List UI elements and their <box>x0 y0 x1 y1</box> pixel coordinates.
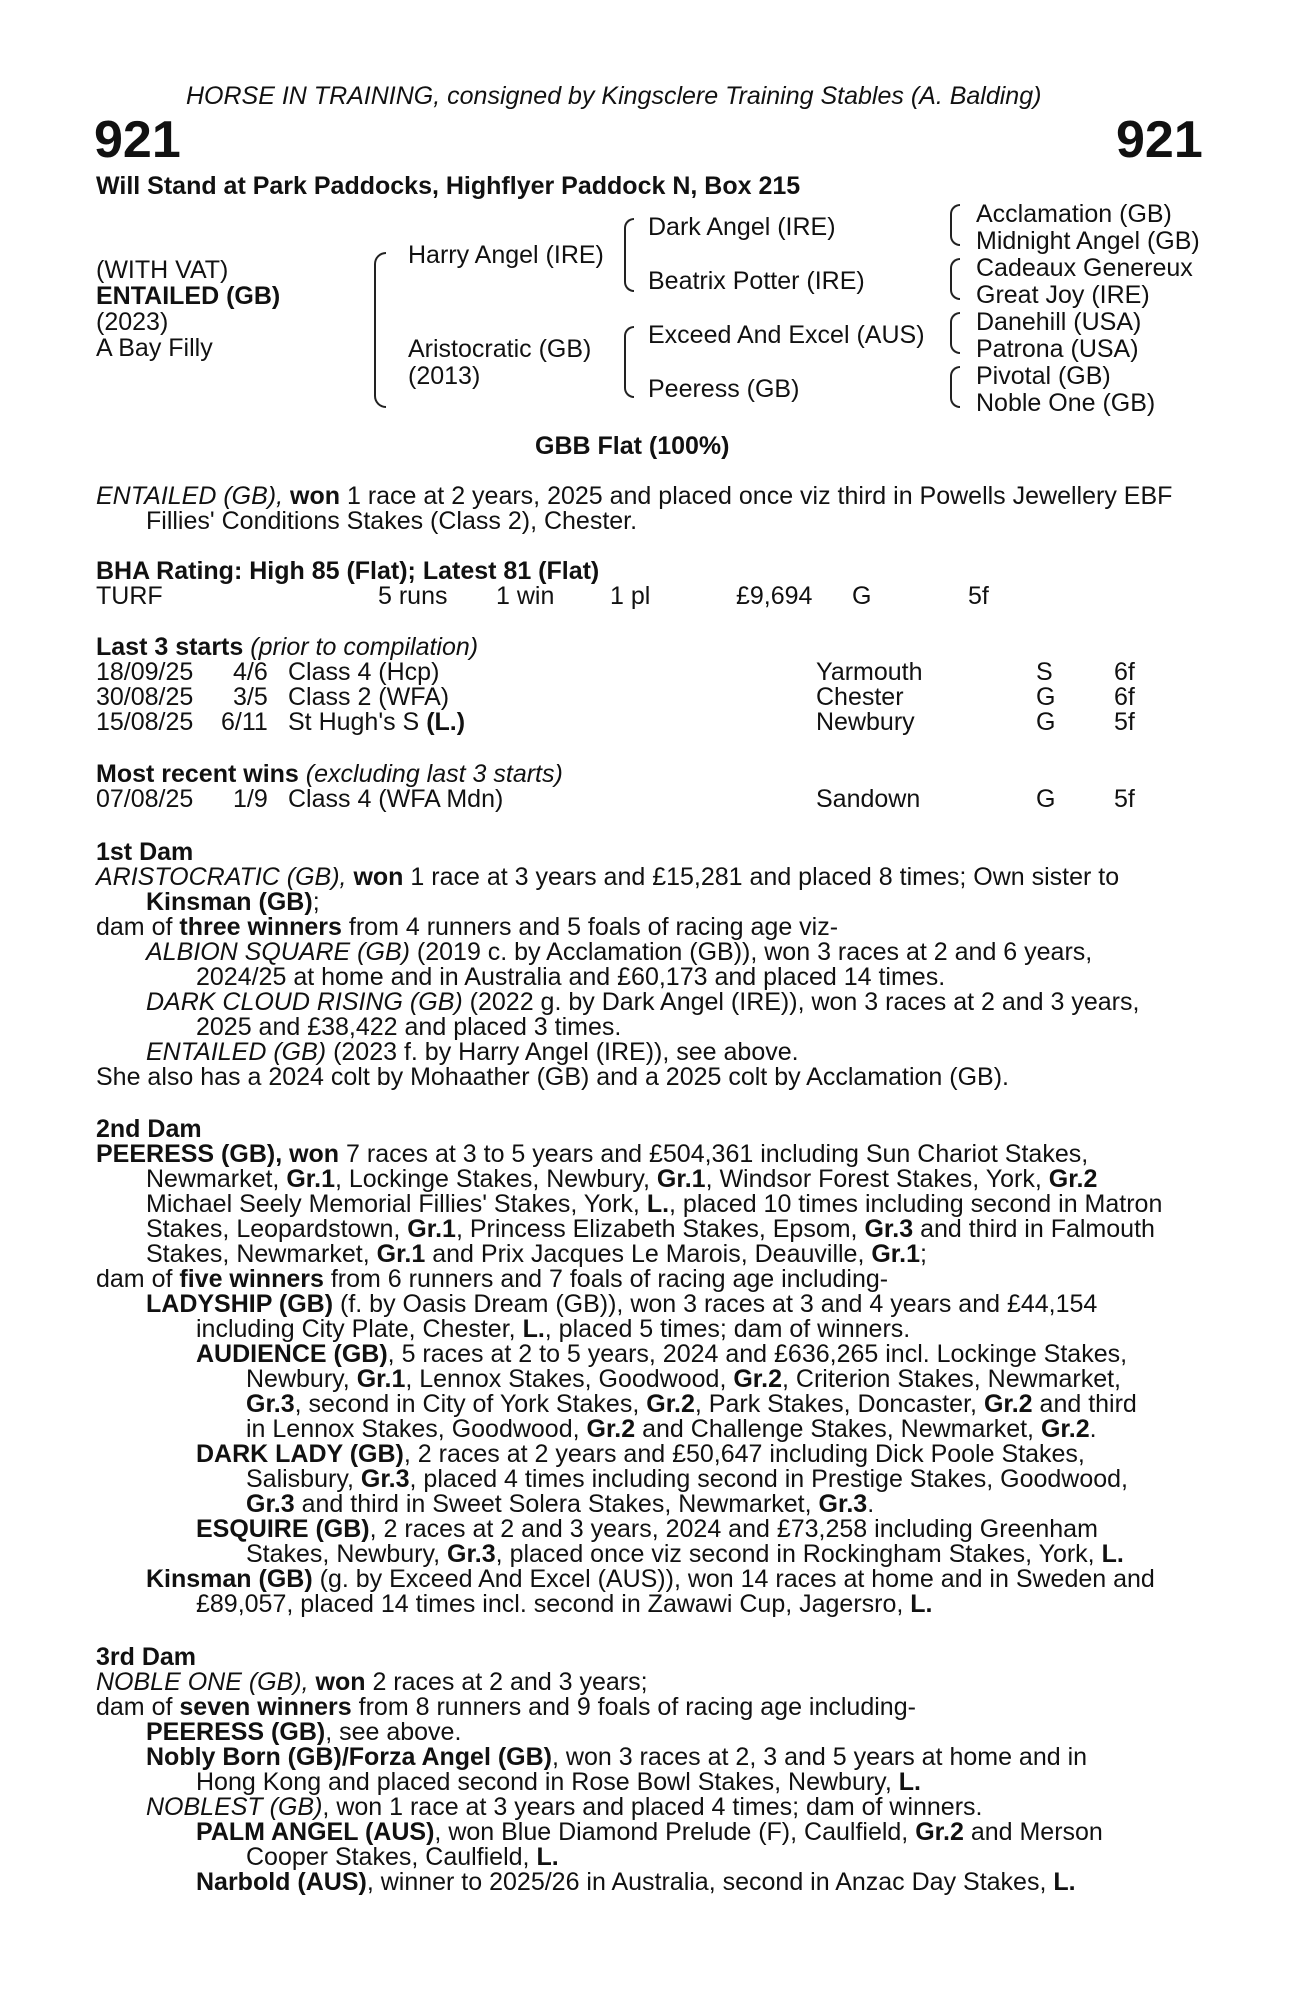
grade: Gr.3 <box>246 1490 295 1518</box>
horse-description: A Bay Filly <box>96 334 213 362</box>
bha-rating-heading: BHA Rating: High 85 (Flat); Latest 81 (Flat) <box>96 557 600 585</box>
winners-count: seven winners <box>179 1693 352 1721</box>
offspring-text: (2022 g. by Dark Angel (IRE)), won 3 races at 2 and 3 years, <box>469 988 1140 1016</box>
text: Newbury, <box>246 1365 350 1393</box>
offspring-line <box>146 1745 1087 1770</box>
last3-title: Last 3 starts <box>96 633 244 661</box>
start-race: Class 4 (Hcp) <box>288 658 440 686</box>
pedigree-g5: Danehill (USA) <box>976 308 1142 336</box>
start-race: St Hugh's S <box>288 708 420 736</box>
summary-text1: 1 race at 2 years, 2025 and placed once viz third in Powells Jewellery EBF <box>346 482 1173 510</box>
pedigree-brace-dam <box>624 326 634 398</box>
second-dam-line4 <box>146 1217 1155 1242</box>
rating-wins: 1 win <box>496 582 555 610</box>
grade: Gr.3 <box>864 1215 914 1243</box>
text: and third in Sweet Solera Stakes, Newmarket, <box>301 1490 812 1518</box>
first-dam-name: ARISTOCRATIC (GB), <box>96 863 347 891</box>
text: , second in City of York Stakes, <box>294 1390 640 1418</box>
start-date: 15/08/25 <box>96 708 194 736</box>
offspring-line <box>146 1292 1097 1317</box>
third-dam-name: NOBLE ONE (GB), <box>96 1668 309 1696</box>
rating-runs: 5 runs <box>378 582 448 610</box>
grand-offspring-cont <box>246 1392 1137 1417</box>
grade: Gr.1 <box>871 1240 921 1268</box>
pedigree-g3: Cadeaux Genereux <box>976 254 1193 282</box>
offspring-line-cont <box>196 1770 921 1795</box>
grade: Gr.2 <box>983 1390 1033 1418</box>
pedigree-g7: Pivotal (GB) <box>976 362 1111 390</box>
text: . <box>1089 1415 1097 1443</box>
punctuation: ; <box>312 888 320 916</box>
race-summary-line1 <box>96 484 1172 509</box>
text: , placed 5 times; dam of winners. <box>544 1315 911 1343</box>
produce-text: from 6 runners and 7 foals of racing age including- <box>330 1265 889 1293</box>
first-dam-also: She also has a 2024 colt by Mohaather (GB) and a 2025 colt by Acclamation (GB). <box>96 1063 1010 1091</box>
grade: L. <box>1053 1868 1076 1896</box>
offspring-line <box>146 990 1139 1015</box>
grand-offspring-cont <box>246 1845 559 1870</box>
start-course: Yarmouth <box>816 658 923 686</box>
offspring-line <box>146 1795 982 1820</box>
first-dam-line1 <box>96 865 1119 890</box>
offspring-name: ESQUIRE (GB) <box>196 1515 370 1543</box>
pedigree-dam: Aristocratic (GB) <box>408 335 592 363</box>
offspring-line-cont: 2024/25 at home and in Australia and £60,173 and placed 14 times. <box>196 963 946 991</box>
summary-won: won <box>290 482 341 510</box>
foaling-year: (2023) <box>96 308 169 336</box>
text: , placed once viz second in Rockingham Stakes, York, <box>495 1540 1095 1568</box>
win-date: 07/08/25 <box>96 785 194 813</box>
recent-wins-note: (excluding last 3 starts) <box>305 760 563 788</box>
grade: Gr.3 <box>246 1390 295 1418</box>
first-dam-heading: 1st Dam <box>96 838 194 866</box>
pedigree-brace-g1 <box>950 204 960 246</box>
grade: Gr.1 <box>376 1240 426 1268</box>
grand-offspring-line <box>196 1820 1103 1845</box>
win-course: Sandown <box>816 785 921 813</box>
text: Salisbury, <box>246 1465 354 1493</box>
offspring-line <box>146 1040 799 1065</box>
start-position: 4/6 <box>233 658 268 686</box>
pedigree-dam-year: (2013) <box>408 362 481 390</box>
offspring-name: Nobly Born (GB)/Forza Angel (GB) <box>146 1743 552 1771</box>
grand-offspring-line <box>196 1517 1098 1542</box>
pedigree-dam-dam: Peeress (GB) <box>648 375 800 403</box>
offspring-name: Kinsman (GB) <box>146 1565 313 1593</box>
win-distance: 5f <box>1114 785 1135 813</box>
start-race: Class 2 (WFA) <box>288 683 450 711</box>
summary-name: ENTAILED (GB), <box>96 482 284 510</box>
text: Newmarket, <box>146 1165 280 1193</box>
record-text: 7 races at 3 to 5 years and £504,361 including Sun Chariot Stakes, <box>346 1140 1089 1168</box>
offspring-line <box>146 940 1092 965</box>
pedigree-sire-dam: Beatrix Potter (IRE) <box>648 267 865 295</box>
rating-placed: 1 pl <box>610 582 651 610</box>
text: and Prix Jacques Le Marois, Deauville, <box>432 1240 865 1268</box>
pedigree-sire: Harry Angel (IRE) <box>408 241 604 269</box>
grade: L. <box>1101 1540 1124 1568</box>
horse-name: ENTAILED (GB) <box>96 282 281 310</box>
start-going: G <box>1036 708 1056 736</box>
text: , Windsor Forest Stakes, York, <box>705 1165 1042 1193</box>
grade: Gr.2 <box>733 1365 783 1393</box>
recent-wins-title: Most recent wins <box>96 760 299 788</box>
second-dam-line5 <box>146 1242 927 1267</box>
win-going: G <box>1036 785 1056 813</box>
dam-of-label: dam of <box>96 1693 173 1721</box>
text: Stakes, Leopardstown, <box>146 1215 401 1243</box>
recent-wins-heading <box>96 762 563 787</box>
text: , Park Stakes, Doncaster, <box>694 1390 977 1418</box>
offspring-text: (2019 c. by Acclamation (GB)), won 3 races at 2 and 6 years, <box>416 938 1093 966</box>
text: and Merson <box>970 1818 1103 1846</box>
stabling-location: Will Stand at Park Paddocks, Highflyer Paddock N, Box 215 <box>96 172 801 200</box>
text: Michael Seely Memorial Fillies' Stakes, York, <box>146 1190 640 1218</box>
second-dam-line2 <box>146 1167 1097 1192</box>
start-date: 18/09/25 <box>96 658 194 686</box>
grade: L. <box>536 1843 559 1871</box>
rating-going: G <box>852 582 872 610</box>
text: , placed 10 times including second in Matron <box>669 1190 1163 1218</box>
start-going: S <box>1036 658 1053 686</box>
grand-offspring-cont <box>246 1542 1124 1567</box>
pedigree-g4: Great Joy (IRE) <box>976 281 1150 309</box>
grade: L. <box>522 1315 545 1343</box>
offspring-text: (g. by Exceed And Excel (AUS)), won 14 races at home and in Sweden and <box>319 1565 1155 1593</box>
offspring-name: NOBLEST (GB) <box>146 1793 323 1821</box>
text: and third <box>1039 1390 1137 1418</box>
start-position: 3/5 <box>233 683 268 711</box>
start-position: 6/11 <box>221 708 268 736</box>
pedigree-g8: Noble One (GB) <box>976 389 1156 417</box>
grand-offspring-cont <box>246 1367 1121 1392</box>
text: including City Plate, Chester, <box>196 1315 516 1343</box>
offspring-name: DARK LADY (GB) <box>196 1440 404 1468</box>
pedigree-brace-g3 <box>950 312 960 354</box>
race-summary-line2: Fillies' Conditions Stakes (Class 2), Chester. <box>146 507 638 535</box>
text: , Criterion Stakes, Newmarket, <box>782 1365 1122 1393</box>
consignment-line: HORSE IN TRAINING, consigned by Kingsclere Training Stables (A. Balding) <box>186 82 1042 110</box>
start-race-cell <box>288 710 465 735</box>
text: £89,057, placed 14 times incl. second in Zawawi Cup, Jagersro, <box>196 1590 904 1618</box>
listed-marker: (L.) <box>426 708 466 736</box>
grade: Gr.2 <box>586 1415 636 1443</box>
last3-heading <box>96 635 478 660</box>
lot-number-right: 921 <box>1116 111 1203 169</box>
offspring-text: , 2 races at 2 years and £50,647 including Dick Poole Stakes, <box>403 1440 1085 1468</box>
grade: Gr.3 <box>360 1465 410 1493</box>
offspring-text: , 2 races at 2 and 3 years, 2024 and £73,258 including Greenham <box>369 1515 1098 1543</box>
offspring-line-cont <box>196 1592 933 1617</box>
grand-offspring-line <box>196 1442 1085 1467</box>
offspring-line <box>146 1567 1155 1592</box>
pedigree-brace-g2 <box>950 258 960 300</box>
grade: Gr.3 <box>447 1540 496 1568</box>
text: Stakes, Newbury, <box>246 1540 441 1568</box>
offspring-text: , 5 races at 2 to 5 years, 2024 and £636,265 incl. Lockinge Stakes, <box>387 1340 1128 1368</box>
offspring-name: Narbold (AUS) <box>196 1868 367 1896</box>
offspring-name: PEERESS (GB) <box>146 1718 326 1746</box>
second-dam-line3 <box>146 1192 1162 1217</box>
grand-offspring-line <box>196 1870 1076 1895</box>
grade: Gr.2 <box>646 1390 695 1418</box>
produce-text: from 4 runners and 5 foals of racing age viz- <box>348 913 839 941</box>
win-position: 1/9 <box>233 785 268 813</box>
offspring-line-cont <box>196 1317 910 1342</box>
text: Stakes, Newmarket, <box>146 1240 370 1268</box>
dam-of-label: dam of <box>96 1265 173 1293</box>
start-course: Newbury <box>816 708 915 736</box>
start-course: Chester <box>816 683 904 711</box>
grand-offspring-cont <box>246 1467 1128 1492</box>
rating-prize: £9,694 <box>736 582 813 610</box>
offspring-name: AUDIENCE (GB) <box>196 1340 388 1368</box>
second-dam-name: PEERESS (GB), won <box>96 1140 340 1168</box>
offspring-text: , see above. <box>325 1718 462 1746</box>
grade: Gr.3 <box>818 1490 868 1518</box>
offspring-text: (2023 f. by Harry Angel (IRE)), see above. <box>333 1038 799 1066</box>
grade: Gr.1 <box>356 1365 406 1393</box>
grade: L. <box>646 1190 670 1218</box>
rating-surface: TURF <box>96 582 163 610</box>
pedigree-g6: Patrona (USA) <box>976 335 1139 363</box>
text: , placed 4 times including second in Prestige Stakes, Goodwood, <box>409 1465 1129 1493</box>
last3-note: (prior to compilation) <box>250 633 479 661</box>
text: Hong Kong and placed second in Rose Bowl Stakes, Newbury, <box>196 1768 892 1796</box>
won-label: won <box>315 1668 366 1696</box>
pedigree-brace-sire <box>624 218 634 292</box>
second-dam-heading: 2nd Dam <box>96 1115 202 1143</box>
text: Cooper Stakes, Caulfield, <box>246 1843 530 1871</box>
first-dam-produce-line <box>96 915 838 940</box>
pedigree-dam-sire: Exceed And Excel (AUS) <box>648 321 925 349</box>
first-dam-record: 1 race at 3 years and £15,281 and placed 8 times; Own sister to <box>410 863 1120 891</box>
text: , Lockinge Stakes, Newbury, <box>334 1165 650 1193</box>
start-distance: 6f <box>1114 683 1135 711</box>
offspring-text: , won 1 race at 3 years and placed 4 times; dam of winners. <box>322 1793 983 1821</box>
grade: Gr.1 <box>286 1165 335 1193</box>
grade: Gr.1 <box>656 1165 706 1193</box>
text: and third in Falmouth <box>920 1215 1155 1243</box>
grand-offspring-cont <box>246 1417 1097 1442</box>
second-dam-produce-line <box>96 1267 888 1292</box>
grade: L. <box>898 1768 921 1796</box>
offspring-name: PALM ANGEL (AUS) <box>196 1818 435 1846</box>
offspring-name: ENTAILED (GB) <box>146 1038 327 1066</box>
vat-label: (WITH VAT) <box>96 256 229 284</box>
third-dam-line1 <box>96 1670 648 1695</box>
text: . <box>867 1490 875 1518</box>
offspring-line <box>146 1720 461 1745</box>
offspring-name: DARK CLOUD RISING (GB) <box>146 988 463 1016</box>
text: ; <box>920 1240 927 1268</box>
lot-number-left: 921 <box>94 111 181 169</box>
text: and Challenge Stakes, Newmarket, <box>642 1415 1034 1443</box>
offspring-text: , won Blue Diamond Prelude (F), Caulfield, <box>434 1818 909 1846</box>
start-going: G <box>1036 683 1056 711</box>
gbb-label: GBB Flat (100%) <box>535 432 730 460</box>
pedigree-brace-main <box>374 252 386 408</box>
start-distance: 6f <box>1114 658 1135 686</box>
pedigree-g1: Acclamation (GB) <box>976 200 1172 228</box>
offspring-text: , won 3 races at 2, 3 and 5 years at home and in <box>552 1743 1088 1771</box>
pedigree-brace-g4 <box>950 366 960 408</box>
grade: L. <box>910 1590 933 1618</box>
offspring-name: ALBION SQUARE (GB) <box>146 938 410 966</box>
text: , Princess Elizabeth Stakes, Epsom, <box>455 1215 858 1243</box>
winners-count: three winners <box>179 913 342 941</box>
sibling-name: Kinsman (GB) <box>146 888 313 916</box>
grade: Gr.2 <box>1048 1165 1098 1193</box>
offspring-text: (f. by Oasis Dream (GB)), won 3 races at 3 and 4 years and £44,154 <box>340 1290 1098 1318</box>
grand-offspring-cont <box>246 1492 874 1517</box>
third-dam-produce-line <box>96 1695 916 1720</box>
grade: Gr.1 <box>407 1215 456 1243</box>
first-dam-line2 <box>146 890 320 915</box>
text: in Lennox Stakes, Goodwood, <box>246 1415 580 1443</box>
grand-offspring-line <box>196 1342 1127 1367</box>
rating-distance: 5f <box>968 582 989 610</box>
second-dam-line1 <box>96 1142 1088 1167</box>
winners-count: five winners <box>179 1265 324 1293</box>
produce-text: from 8 runners and 9 foals of racing age including- <box>358 1693 916 1721</box>
third-dam-heading: 3rd Dam <box>96 1643 197 1671</box>
pedigree-g2: Midnight Angel (GB) <box>976 227 1200 255</box>
start-distance: 5f <box>1114 708 1135 736</box>
text: , Lennox Stakes, Goodwood, <box>405 1365 727 1393</box>
offspring-text: , winner to 2025/26 in Australia, second in Anzac Day Stakes, <box>366 1868 1047 1896</box>
won-label: won <box>353 863 404 891</box>
dam-of-label: dam of <box>96 913 173 941</box>
grade: Gr.2 <box>915 1818 964 1846</box>
win-race: Class 4 (WFA Mdn) <box>288 785 504 813</box>
start-date: 30/08/25 <box>96 683 194 711</box>
offspring-name: LADYSHIP (GB) <box>146 1290 334 1318</box>
offspring-line-cont: 2025 and £38,422 and placed 3 times. <box>196 1013 622 1041</box>
pedigree-sire-sire: Dark Angel (IRE) <box>648 213 836 241</box>
record-text: 2 races at 2 and 3 years; <box>372 1668 648 1696</box>
grade: Gr.2 <box>1040 1415 1090 1443</box>
